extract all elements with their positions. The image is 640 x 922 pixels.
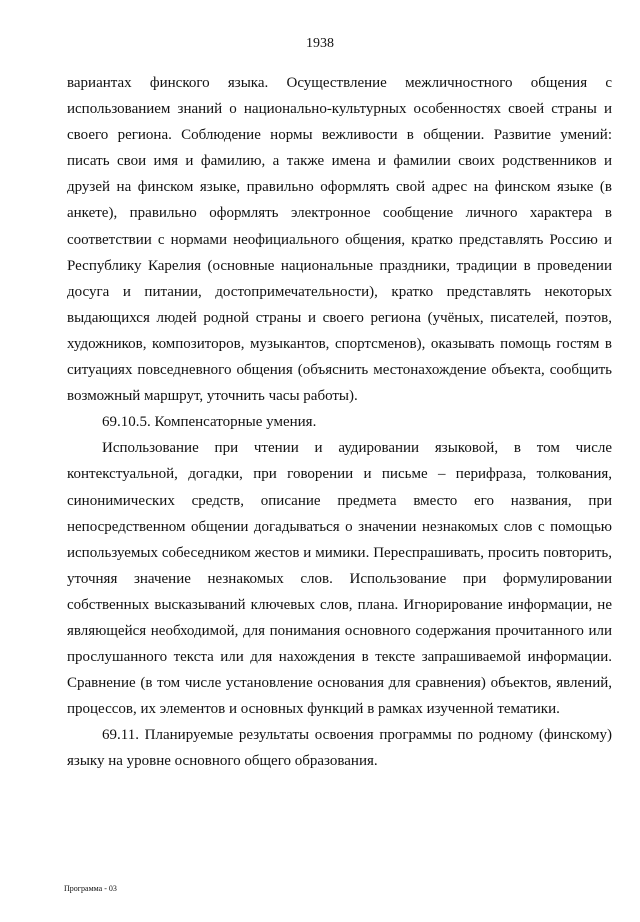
paragraph-compensatory-skills: Использование при чтении и аудировании языковой, в том числе контекстуальной, догадки, при говорении и письме – перифраза, толкования, синонимических средств, описание предмета вместо его названия, при непосредственном общении догадываться о значении незнакомых слов с помощью используемых собеседником жестов и мимики. Переспрашивать, просить повторить, уточняя значение незнакомых слов. Использование при формулировании собственных высказываний ключевых слов, плана. Игнорирование информации, не являющейся необходимой, для понимания основного содержания прочитанного или прослушанного текста или для нахождения в тексте запрашиваемой информации. Сравнение (в том числе установление основания для сравнения) объектов, явлений, процессов, их элементов и основных функций в рамках изученной тематики.	[67, 440, 612, 718]
document-body	[67, 70, 612, 775]
footer-label: Программа - 03	[64, 884, 117, 893]
paragraph-heading-compensatory-skills: 69.10.5. Компенсаторные умения.	[102, 414, 317, 431]
paragraph-communication-skills: вариантах финского языка. Осуществление межличностного общения с использованием знаний о национально-культурных особенностях своей страны и своего региона. Соблюдение нормы вежливости в общении. Развитие умений: писать свои имя и фамилию, а также имена и фамилии своих родственников и друзей на финском языке, правильно оформлять свой адрес на финском языке (в анкете), правильно оформлять электронное сообщение личного характера в соответствии с нормами неофициального общения, кратко представлять Россию и Республику Карелия (основные национальные праздники, традиции в проведении досуга и питании, достопримечательности), кратко представлять некоторых выдающихся людей родной страны и своего региона (учёных, писателей, поэтов, художников, композиторов, музыкантов, спортсменов), оказывать помощь гостям в ситуациях повседневного общения (объяснить местонахождение объекта, сообщить возможный маршрут, уточнить часы работы).	[67, 75, 612, 405]
page-number: 1938	[306, 36, 334, 51]
paragraph-planned-results: 69.11. Планируемые результаты освоения программы по родному (финскому) языку на уровне основного общего образования.	[67, 727, 612, 770]
